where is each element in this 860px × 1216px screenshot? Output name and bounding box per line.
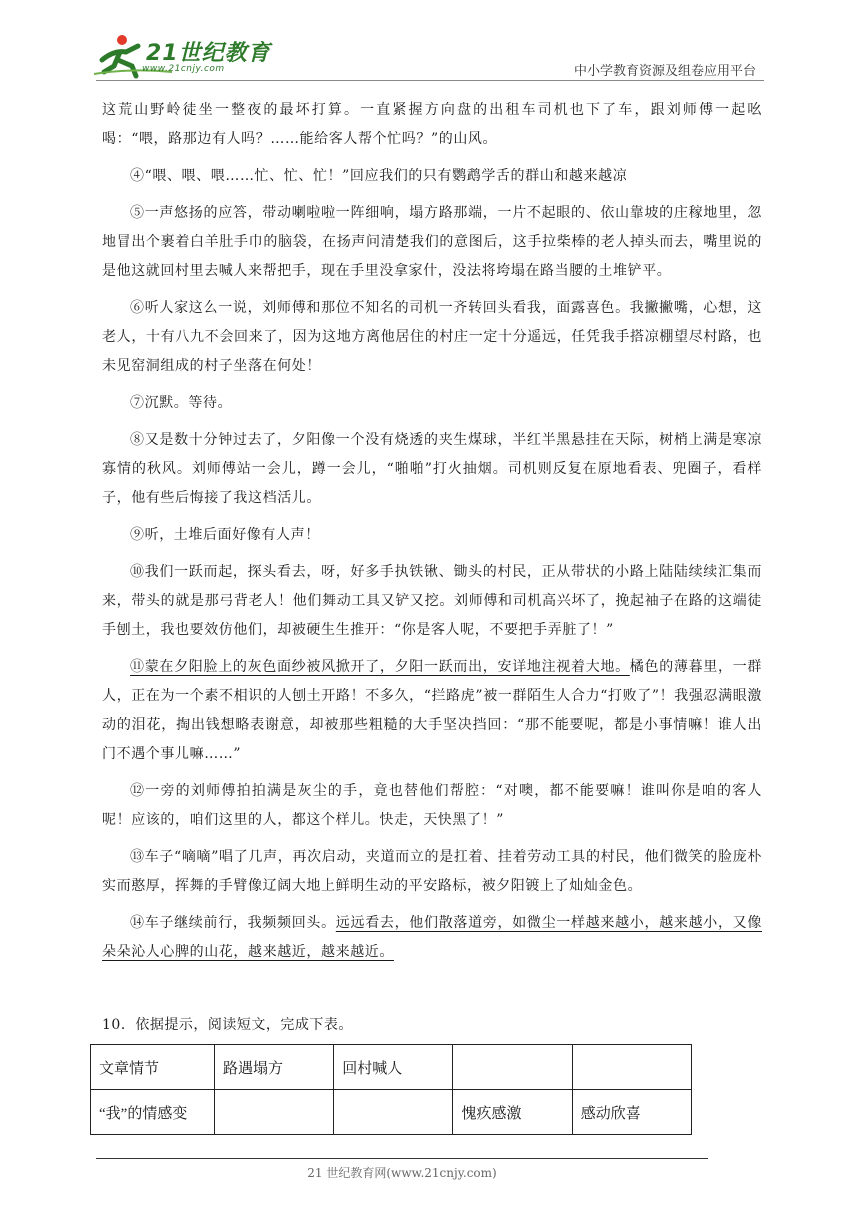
- table-cell: 愧疚感激: [453, 1090, 572, 1135]
- paragraph-10: ⑩我们一跃而起，探头看去，呀，好多手执铁锹、锄头的村民，正从带状的小路上陆陆续续汇集而来，带头的就是那弓背老人！他们舞动工具又铲又挖。刘师傅和司机高兴坏了，挽起袖子在路的这端徒手刨土，我也要效仿他们，却被硬生生推开：“你是客人呢，不要把手弄脏了！”: [102, 564, 762, 638]
- paragraph-5: ⑤一声悠扬的应答，带动喇啦啦一阵细响，塌方路那端，一片不起眼的、依山靠坡的庄稼地里，忽地冒出个裹着白羊肚手巾的脑袋，在扬声问清楚我们的意图后，这手拉柴棒的老人掉头而去，嘴里说的是他这就回村里去喊人来帮把手，现在手里没拿家什，没法将垮塌在路当腰的土堆铲平。: [102, 205, 762, 279]
- table-cell-blank[interactable]: [334, 1090, 453, 1135]
- paragraph-11: [102, 653, 762, 769]
- table-cell: 回村喊人: [334, 1045, 453, 1090]
- table-cell-blank[interactable]: [453, 1045, 572, 1090]
- paragraph-4: ④“喂、喂、喂……忙、忙、忙！”回应我们的只有鹦鹉学舌的群山和越来越凉: [130, 168, 628, 184]
- page-footer: 21 世纪教育网(www.21cnjy.com): [307, 1166, 497, 1180]
- question-10: 10．依据提示，阅读短文，完成下表。: [102, 1017, 353, 1033]
- paragraph-14-plain: ⑭车子继续前行，我频频回头。: [130, 915, 336, 931]
- paragraph-7: ⑦沉默。等待。: [130, 395, 233, 411]
- paragraph-14: [102, 909, 762, 967]
- table-cell: “我”的情感变: [91, 1090, 215, 1135]
- underlined-sentence: 远远看去，他们散落道旁，如微尘一样越来越小，越来越小，又像朵朵沁人心脾的山花，越来越近，越来越近。: [102, 915, 762, 960]
- table-cell-blank[interactable]: [215, 1090, 334, 1135]
- table-cell-blank[interactable]: [572, 1045, 691, 1090]
- table-cell: 路遇塌方: [215, 1045, 334, 1090]
- platform-name: 中小学教育资源及组卷应用平台: [573, 64, 756, 79]
- paragraph-11-rest: 橘色的薄暮里，一群人，正在为一个素不相识的人刨土开路！不多久，“拦路虎”被一群陌生人合力“打败了”！我强忍满眼激动的泪花，掏出钱想略表谢意，却被那些粗糙的大手坚决挡回：“那不能要呢，都是小事情嘛！谁人出门不遇个事儿嘛……”: [102, 659, 762, 762]
- footer-divider: [96, 1158, 708, 1159]
- page-header: [0, 0, 860, 90]
- table-cell: 文章情节: [91, 1045, 215, 1090]
- article-body: [102, 96, 762, 975]
- paragraph-6: ⑥听人家这么一说，刘师傅和那位不知名的司机一齐转回头看我，面露喜色。我撇撇嘴，心想，这老人，十有八九不会回来了，因为这地方离他居住的村庄一定十分遥远，任凭我手搭凉棚望尽村路，也未见窑洞组成的村子坐落在何处！: [102, 300, 762, 374]
- header-divider: [96, 80, 764, 81]
- table-row: [91, 1090, 692, 1135]
- paragraph-continued: 这荒山野岭徒坐一整夜的最坏打算。一直紧握方向盘的出租车司机也下了车，跟刘师傅一起吆喝：“喂，路那边有人吗？……能给客人帮个忙吗？”的山风。: [102, 102, 762, 147]
- paragraph-8: ⑧又是数十分钟过去了，夕阳像一个没有烧透的夹生煤球，半红半黑悬挂在天际，树梢上满是寒凉寡情的秋风。刘师傅站一会儿，蹲一会儿，“啪啪”打火抽烟。司机则反复在原地看表、兜圈子，看样子，他有些后悔接了我这档活儿。: [102, 432, 762, 506]
- table-cell: 感动欣喜: [572, 1090, 691, 1135]
- logo-text: 21世纪教育: [146, 41, 271, 66]
- paragraph-9: ⑨听，土堆后面好像有人声！: [130, 527, 320, 543]
- table-row: [91, 1045, 692, 1090]
- underlined-sentence: ⑪蒙在夕阳脸上的灰色面纱被风掀开了，夕阳一跃而出，安详地注视着大地。: [130, 659, 630, 675]
- answer-table: [90, 1044, 692, 1135]
- paragraph-13: ⑬车子“嘀嘀”唱了几声，再次启动，夹道而立的是扛着、挂着劳动工具的村民，他们微笑的脸庞朴实而憨厚，挥舞的手臂像辽阔大地上鲜明生动的平安路标，被夕阳镀上了灿灿金色。: [102, 849, 762, 894]
- paragraph-12: ⑫一旁的刘师傅拍拍满是灰尘的手，竟也替他们帮腔：“对噢，都不能要嘛！谁叫你是咱的客人呢！应该的，咱们这里的人，都这个样儿。快走，天快黑了！”: [102, 783, 762, 828]
- logo-url: www.21cnjy.com: [142, 64, 225, 74]
